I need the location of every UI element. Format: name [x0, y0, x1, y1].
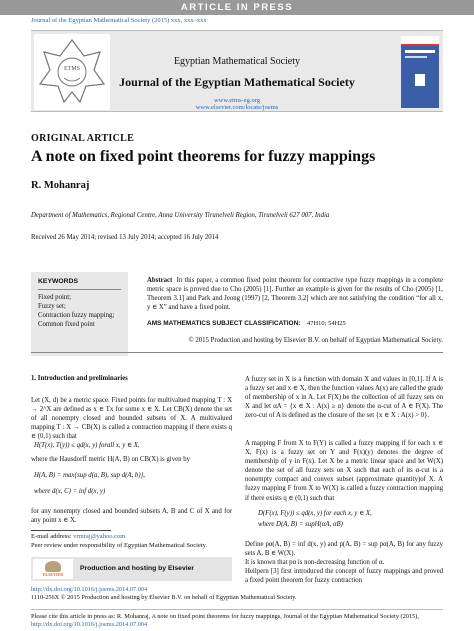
intro-paragraph-1: Let (X, d) be a metric space. Fixed points for multivalued mapping T : X → 2^X are defined as x ∈ Tx for some x ∈ X. Let CB(X) denote the set of all nonempty closed and bounded subsets of X. A multivalued mapping T : X → CB(X) is called a contraction mapping if there exists q ∈ (0,1) such that	[31, 397, 232, 441]
email-label: E-mail address:	[31, 533, 72, 540]
article-in-press-banner: ARTICLE IN PRESS	[0, 0, 474, 15]
society-url[interactable]: www.etms-eg.org	[213, 97, 261, 104]
preliminaries-paragraph-3: Define pα(A, B) = inf d(x, y) and p(A, B) = sup pα(A, B) for any fuzzy sets A, B ∈ W(X).	[245, 541, 443, 558]
cover-subtitle-bar	[405, 56, 427, 58]
paper-title: A note on fixed point theorems for fuzzy mappings	[31, 148, 376, 165]
citation-box	[31, 609, 443, 631]
cover-badge	[415, 74, 425, 86]
preliminaries-paragraph-1: A fuzzy set in X is a function with domain X and values in [0,1]. If A is a fuzzy set and x ∈ X, then the function values A(x) are called the grade of membership of x in A. Let F(X) be the collection of all fuzzy sets on X and let αA = {x ∈ X : A(x) ≥ α} denote the α-cut of A ∈ F(X). The zero-cut of A is defined as the closure of the set {x ∈ X : A(x) > 0}.	[245, 376, 443, 420]
citation-text: Please cite this article in press as: R. Mohanraj, A note on fixed point theorems for fuzzy mappings, Journal of the Egyptian Mathematical Society (2015),	[31, 613, 419, 620]
equation-fuzzy-metric: where D(A, B) = supH(αA, αB)	[258, 521, 343, 528]
abstract-text: In this paper, a common fixed point theorem for contractive type fuzzy mappings in a complete metric space is proved due to Cho (2005) [1]. Further an example is given for the results of Cho (2005) [1, Theorem 3.1] and Park and Jeong (1997) [2, Theorem 3.2] which are not satisfying the condition “for all x, y ∈ X” and have a fixed point.	[147, 277, 443, 312]
equation-hausdorff: H(A, B) = max{sup d(a, B), sup d(A, b)},	[34, 472, 146, 479]
equation-contraction: H(T(x), T(y)) ≤ qd(x, y) forall x, y ∈ X,	[34, 442, 140, 449]
msc-value: 47H10; 54H25	[306, 320, 346, 327]
keywords-divider	[38, 289, 121, 290]
email-link[interactable]: vrmraj@yahoo.com	[73, 533, 126, 540]
equation-fuzzy-contraction: D(F(x), F(y)) ≤ qd(x, y) for each x, y ∈ X,	[258, 510, 372, 517]
article-type: ORIGINAL ARTICLE	[31, 133, 135, 144]
journal-reference[interactable]: Journal of the Egyptian Mathematical Society (2015) xxx, xxx–xxx	[31, 17, 207, 24]
production-box	[31, 557, 232, 581]
keyword-item: Common fixed point	[38, 321, 95, 328]
preliminaries-paragraph-5: Heilpern [3] first introduced the concept of fuzzy mappings and proved a fixed point theorem for fuzzy contraction	[245, 568, 443, 585]
cover-title-bar	[405, 50, 435, 53]
peer-review-note: Peer review under responsibility of Egyptian Mathematical Society.	[31, 542, 208, 549]
author-name: R. Mohanraj	[31, 180, 90, 191]
msc-label: AMS MATHEMATICS SUBJECT CLASSIFICATION:	[147, 320, 301, 327]
journal-header	[31, 30, 443, 112]
society-name: Egyptian Mathematical Society	[173, 56, 301, 67]
issn-line: 1110-256X © 2015 Production and hosting by Elsevier B.V. on behalf of Egyptian Mathematical Society.	[31, 594, 297, 601]
author-affiliation: Department of Mathematics, Regional Centre, Anna University Tirunelveli Region, Tirunelveli 627 007, India	[31, 212, 330, 219]
intro-paragraph-3: for any nonempty closed and bounded subsets A, B and C of X and for any point x ∈ X.	[31, 508, 232, 525]
equation-distance: where d(x, C) = inf d(x, y)	[34, 488, 106, 495]
keywords-title: KEYWORDS	[38, 278, 79, 285]
logo-lettering: ETMS	[63, 66, 81, 72]
journal-url[interactable]: www.elsevier.com/locate/joems	[195, 104, 279, 111]
abstract-divider	[31, 352, 443, 353]
abstract-copyright: © 2015 Production and hosting by Elsevier B.V. on behalf of Egyptian Mathematical Society.	[188, 337, 443, 344]
keywords-box	[31, 272, 128, 356]
preliminaries-paragraph-4: It is known that pα is non-decreasing function of α.	[245, 559, 385, 566]
intro-paragraph-2: where the Hausdorff metric H(A, B) on CB(X) is given by	[31, 456, 190, 463]
keyword-item: Contraction fuzzy mapping;	[38, 312, 115, 319]
elsevier-wordmark: ELSEVIER	[42, 572, 64, 577]
journal-cover-image	[401, 36, 439, 108]
cover-top-stripe	[401, 36, 439, 46]
abstract-label: Abstract	[147, 277, 173, 284]
preliminaries-paragraph-2: A mapping F from X to F(Y) is called a fuzzy mapping if for each x ∈ X, F(x) is a fuzzy set on Y and F(x)(y) denotes the degree of membership of y in F(x). Let X be a metric linear space and let W(X) denote the set of all fuzzy sets on X such that each of its α-cut is a nonempty compact and convex subset (approximate quantity)of X. A fuzzy mapping F from X to W(X) is called a fuzzy contraction mapping if there exists q ∈ (0,1) such that	[245, 440, 443, 502]
abstract	[147, 276, 443, 312]
msc-classification	[147, 320, 443, 327]
received-dates: Received 26 May 2014; revised 13 July 2014; accepted 16 July 2014	[31, 234, 219, 241]
section-heading: 1. Introduction and preliminaries	[31, 375, 128, 382]
keyword-item: Fuzzy set;	[38, 303, 66, 310]
footnote-divider	[31, 530, 111, 531]
elsevier-tree-icon	[45, 561, 61, 572]
production-text: Production and hosting by Elsevier	[80, 565, 195, 572]
keyword-item: Fixed point;	[38, 294, 72, 301]
doi-link[interactable]: http://dx.doi.org/10.1016/j.joems.2014.07.004	[31, 586, 148, 593]
journal-name: Journal of the Egyptian Mathematical Society	[119, 75, 355, 89]
citation-doi-link[interactable]: http://dx.doi.org/10.1016/j.joems.2014.07.004	[31, 621, 148, 628]
email-footnote	[31, 533, 125, 540]
elsevier-logo	[33, 559, 73, 579]
